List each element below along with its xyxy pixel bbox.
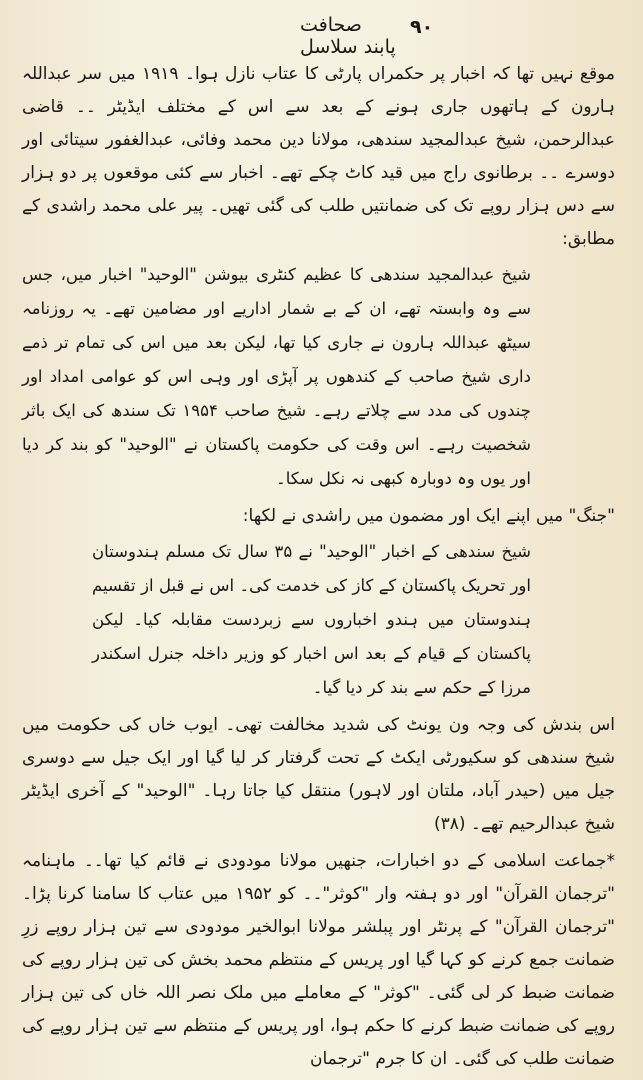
block-quote-2: شیخ سندھی کے اخبار "الوحید" نے ۳۵ سال تک مسلم ہندوستان اور تحریک پاکستان کے کاز کی خدمت کی۔ اس نے قبل از تقسیم ہندوستان میں ہندو اخباروں سے زبردست مقابلہ کیا۔ لیکن پاکستان کے قیام کے بعد اس اخبار کو وزیر داخلہ جنرل اسکندر مرزا کے حکم سے بند کر دیا گیا۔: [92, 542, 531, 697]
page-number: ۹۰: [410, 16, 434, 38]
page-header: [0, 12, 643, 58]
paragraph-3: اس بندش کی وجہ ون یونٹ کی شدید مخالفت تھی۔ ایوب خاں کی حکومت میں شیخ سندھی کو سکیورٹی ایکٹ کے تحت گرفتار کر لیا گیا اور ایک جیل سے دوسری جیل میں (حیدر آباد، ملتان اور لاہور) منتقل کیا جاتا رہا۔ "الوحید" کے آخری ایڈیٹر شیخ عبدالرحیم تھے۔ (۳۸): [22, 715, 615, 834]
block-quote-1: شیخ عبدالمجید سندھی کا عظیم کنٹری بیوشن "الوحید" اخبار میں، جس سے وہ وابستہ تھے، ان کے بے شمار اداریے اور مضامین تھے۔ یہ روزنامہ سیٹھ عبداللہ ہارون نے جاری کیا تھا، لیکن بعد میں اس کی تمام تر ذمے داری شیخ صاحب کے کندھوں پر آپڑی اور وہی اس کو عوامی امداد اور چندوں کی مدد سے چلاتے رہے۔ شیخ صاحب ۱۹۵۴ تک سندھ کی ایک باثر شخصیت رہے۔ اس وقت کی حکومت پاکستان نے "الوحید" کو بند کر دیا اور یوں وہ دوبارہ کبھی نہ نکل سکا۔: [22, 265, 531, 488]
paragraph-4: *جماعت اسلامی کے دو اخبارات، جنھیں مولانا مودودی نے قائم کیا تھا۔۔ ماہنامہ "ترجمان القرآن" اور دو ہفتہ وار "کوثر"۔۔ کو ۱۹۵۲ میں عتاب کا سامنا کرنا پڑا۔ "ترجمان القرآن" کے پرنٹر اور پبلشر مولانا ابوالخیر مودودی سے تین ہزار روپے زرِ ضمانت جمع کرنے کو کہا گیا اور پریس کے منتظم محمد بخش کی تین ہزار روپے کی ضمانت ضبط کر لی گئی۔ "کوثر" کے معاملے میں ملک نصر اللہ خاں کی تین ہزار روپے کی ضمانت ضبط کرنے کا حکم ہوا، اور پریس کے منتظم سے تین ہزار روپے کی ضمانت طلب کی گئی۔ ان کا جرم "ترجمان: [22, 851, 615, 1069]
quote-intro: "جنگ" میں اپنے ایک اور مضمون میں راشدی نے لکھا:: [242, 506, 615, 526]
running-title: صحافت پابند سلاسل: [300, 14, 396, 58]
body-text: [22, 58, 615, 1076]
paragraph-1: موقع نہیں تھا کہ اخبار پر حکمراں پارٹی کا عتاب نازل ہوا۔ ۱۹۱۹ میں سر عبداللہ ہارون کے ہاتھوں جاری ہونے کے بعد سے اس کے مختلف ایڈیٹر ۔۔ قاضی عبدالرحمن، شیخ عبدالمجید سندھی، مولانا دین محمد وفائی، عبدالغفور سیتائی اور دوسرے ۔۔ برطانوی راج میں قید کاٹ چکے تھے۔ اخبار سے کئی موقعوں پر دو ہزار سے دس ہزار روپے تک کی ضمانتیں طلب کی گئی تھیں۔ پیر علی محمد راشدی کے مطابق:: [22, 64, 615, 249]
